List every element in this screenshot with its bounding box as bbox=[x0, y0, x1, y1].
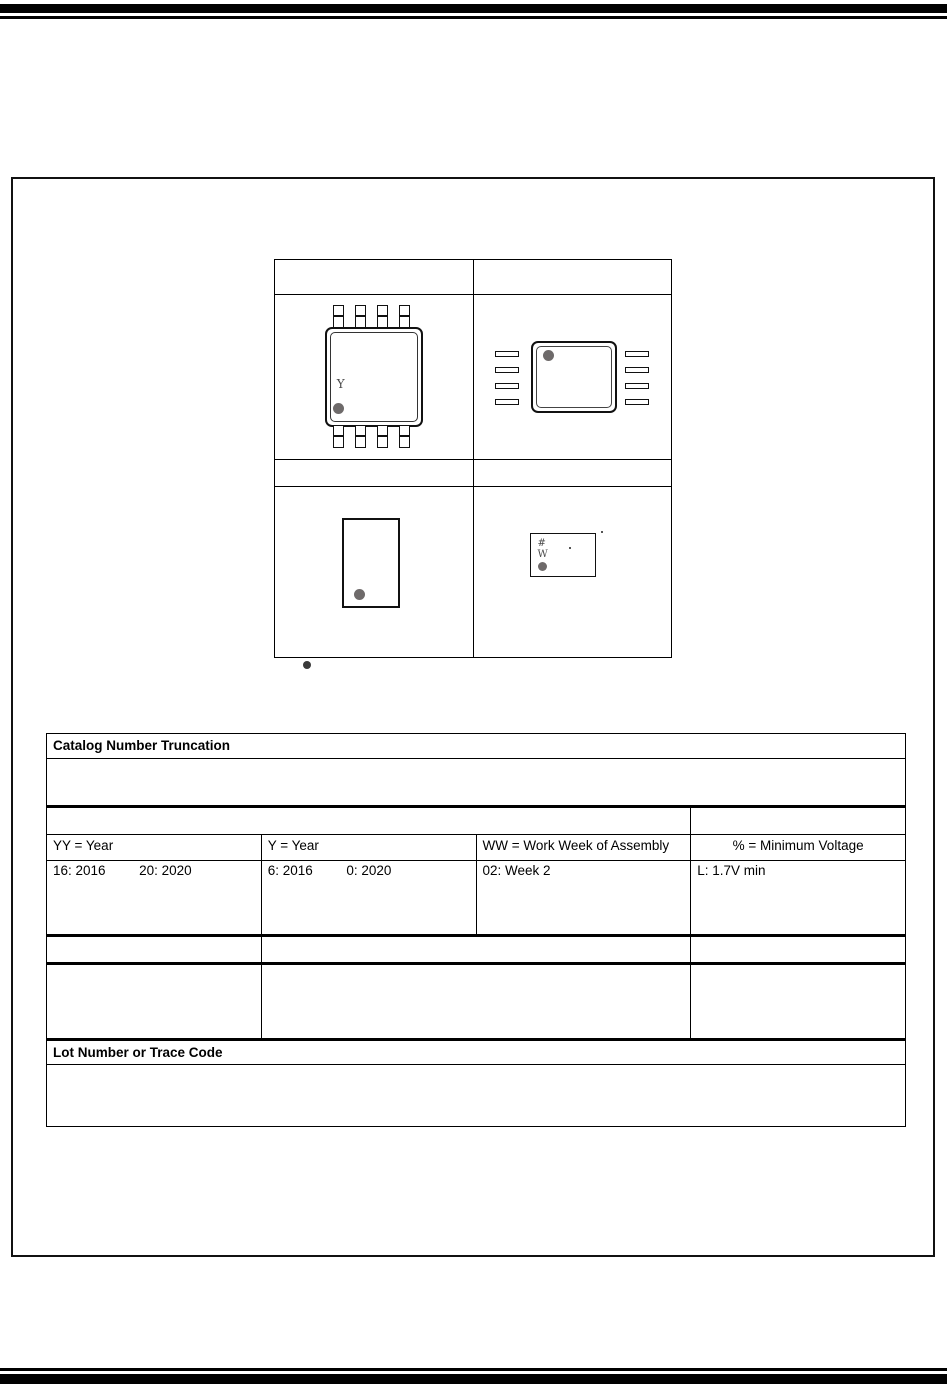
pin-bottom-4 bbox=[399, 425, 410, 448]
definition-values-pct: L: 1.7V min bbox=[691, 861, 906, 936]
marking-speck-2 bbox=[601, 531, 603, 533]
package-outline-cell bbox=[275, 487, 474, 658]
catalog-spanner-left-cell bbox=[47, 807, 691, 835]
lower-blank-row-2 bbox=[47, 964, 906, 1040]
definition-value-y-2: 0: 2020 bbox=[346, 863, 392, 878]
catalog-blank-cell bbox=[47, 759, 906, 807]
pin-bottom-3 bbox=[377, 425, 388, 448]
package-table-header-row bbox=[275, 260, 672, 295]
package-top-view-cell bbox=[275, 295, 474, 460]
package-header-left-cell bbox=[275, 260, 474, 295]
lead-right-1 bbox=[625, 351, 649, 357]
definition-value-yy-1: 16: 2016 bbox=[53, 863, 106, 878]
lead-left-3 bbox=[495, 383, 519, 389]
lower-blank-cell-2-1 bbox=[47, 964, 262, 1040]
package-marking-table bbox=[274, 259, 672, 658]
pin-top-1 bbox=[333, 305, 344, 328]
catalog-number-table bbox=[46, 733, 906, 1127]
definition-key-ww: WW = Work Week of Assembly bbox=[476, 835, 691, 861]
marking-speck-1 bbox=[569, 547, 571, 549]
lower-blank-row-1 bbox=[47, 936, 906, 964]
package-table-bottom-view-row bbox=[275, 487, 672, 658]
package-header-right-cell bbox=[473, 260, 672, 295]
definition-value-y-1: 6: 2016 bbox=[267, 863, 313, 878]
lead-left-1 bbox=[495, 351, 519, 357]
definition-values-ww: 02: Week 2 bbox=[476, 861, 691, 936]
catalog-section-title: Catalog Number Truncation bbox=[47, 734, 906, 759]
pin-top-4 bbox=[399, 305, 410, 328]
lot-section-header-row bbox=[47, 1040, 906, 1065]
pin1-indicator-dot-icon bbox=[354, 589, 365, 600]
marking-line-2: W bbox=[537, 549, 548, 560]
package-mid-header-left-cell bbox=[275, 460, 474, 487]
package-side-view-cell bbox=[473, 295, 672, 460]
package-mid-header-right-cell bbox=[473, 460, 672, 487]
package-marking-cell bbox=[473, 487, 672, 658]
lot-section-title: Lot Number or Trace Code bbox=[47, 1040, 906, 1065]
soic8-top-view-icon bbox=[307, 301, 441, 453]
pin1-indicator-dot-icon bbox=[538, 562, 547, 571]
package-outline-rect bbox=[342, 518, 400, 608]
lead-right-2 bbox=[625, 367, 649, 373]
lot-blank-row bbox=[47, 1065, 906, 1127]
lower-blank-cell-1-3 bbox=[691, 936, 906, 964]
catalog-spanner-row bbox=[47, 807, 906, 835]
page-bottom-thin-rule bbox=[0, 1368, 947, 1371]
definition-key-yy: YY = Year bbox=[47, 835, 262, 861]
marking-line-1: # bbox=[537, 538, 546, 549]
page-top-thin-rule bbox=[0, 16, 947, 19]
page-bottom-thick-rule bbox=[0, 1374, 947, 1384]
package-marking-rect bbox=[530, 533, 596, 577]
definition-values-y bbox=[261, 861, 476, 936]
definition-key-row bbox=[47, 835, 906, 861]
package-table-mid-header-row bbox=[275, 460, 672, 487]
pin-top-3 bbox=[377, 305, 388, 328]
lead-right-4 bbox=[625, 399, 649, 405]
pin-top-2 bbox=[355, 305, 366, 328]
lower-blank-cell-2-2 bbox=[261, 964, 691, 1040]
lead-left-4 bbox=[495, 399, 519, 405]
definition-key-pct: % = Minimum Voltage bbox=[691, 835, 906, 861]
lead-left-2 bbox=[495, 367, 519, 373]
catalog-spanner-right-cell bbox=[691, 807, 906, 835]
pin-bottom-1 bbox=[333, 425, 344, 448]
lower-blank-cell-1-2 bbox=[261, 936, 691, 964]
definition-value-row bbox=[47, 861, 906, 936]
definition-key-y: Y = Year bbox=[261, 835, 476, 861]
definition-values-yy bbox=[47, 861, 262, 936]
pin1-indicator-legend-dot-icon bbox=[303, 661, 311, 669]
package-outline-rectangle-icon bbox=[275, 487, 473, 657]
definition-value-yy-2: 20: 2020 bbox=[139, 863, 192, 878]
lead-right-3 bbox=[625, 383, 649, 389]
page-top-thick-rule bbox=[0, 4, 947, 13]
soic8-gullwing-side-view-icon bbox=[481, 331, 663, 423]
catalog-section-header-row bbox=[47, 734, 906, 759]
package-marking-rectangle-icon bbox=[474, 487, 672, 657]
lower-blank-cell-1-1 bbox=[47, 936, 262, 964]
pin1-indicator-dot-icon bbox=[333, 403, 344, 414]
pin-bottom-2 bbox=[355, 425, 366, 448]
catalog-blank-row bbox=[47, 759, 906, 807]
lower-blank-cell-2-3 bbox=[691, 964, 906, 1040]
package-table-top-view-row bbox=[275, 295, 672, 460]
package-marking-letter: Y bbox=[336, 377, 345, 391]
lot-blank-cell bbox=[47, 1065, 906, 1127]
